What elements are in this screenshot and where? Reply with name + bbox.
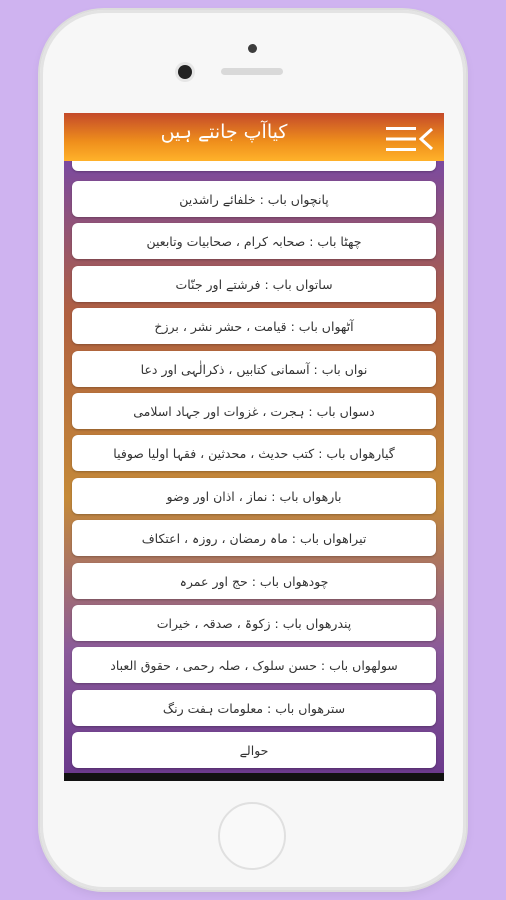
chapter-item[interactable] [72, 351, 436, 387]
chapter-item[interactable] [72, 563, 436, 599]
chapter-list[interactable] [64, 161, 444, 773]
chapter-item[interactable] [72, 732, 436, 768]
earpiece-speaker [221, 68, 283, 75]
chapter-label: ساتواں باب : فرشتے اور جنّات [175, 276, 333, 292]
chapter-label: سترھواں باب : معلومات ہفت رنگ [162, 700, 346, 716]
sensor-dot [248, 44, 257, 53]
chapter-item[interactable] [72, 161, 436, 171]
app-bar [64, 113, 444, 161]
chapter-item[interactable] [72, 266, 436, 302]
chapter-item[interactable] [72, 308, 436, 344]
chapter-label: نواں باب : آسمانی کتابیں ، ذکرالٰہی اور دعا [140, 361, 368, 377]
chapter-item[interactable] [72, 435, 436, 471]
chapter-item[interactable] [72, 647, 436, 683]
screen-bottom-bar [64, 773, 444, 781]
app-screen [64, 113, 444, 781]
chapter-item[interactable] [72, 605, 436, 641]
chapter-item[interactable] [72, 520, 436, 556]
chapter-label: حوالے [239, 742, 269, 758]
chapter-item[interactable] [72, 690, 436, 726]
chapter-item[interactable] [72, 223, 436, 259]
chapter-label: بارھواں باب : نماز ، اذان اور وضو [166, 488, 342, 504]
chapter-label: چودھواں باب : حج اور عمرہ [179, 573, 329, 589]
chapter-item[interactable] [72, 181, 436, 217]
chapter-label: سولھواں باب : حسن سلوک ، صلہ رحمی ، حقوق العباد [110, 657, 398, 673]
menu-arrow-icon[interactable] [386, 126, 434, 152]
chapter-label: تیراھواں باب : ماہ رمضان ، روزہ ، اعتکاف [141, 530, 367, 546]
chapter-label: پانچواں باب : خلفائے راشدین [179, 191, 329, 207]
app-title: کیاآپ جانتے ہیں [160, 121, 288, 143]
chapter-label: آٹھواں باب : قیامت ، حشر نشر ، برزخ [154, 318, 354, 334]
chapter-label: چھٹا باب : صحابہ کرام ، صحابیات وتابعین [146, 233, 362, 249]
chapter-label: گیارھواں باب : کتب حدیث ، محدثین ، فقہا اولیا صوفیا [113, 445, 395, 461]
front-camera [178, 65, 192, 79]
chapter-label: پندرھواں باب : زکوۃ ، صدقہ ، خیرات [156, 615, 352, 631]
chapter-item[interactable] [72, 478, 436, 514]
chapter-item[interactable] [72, 393, 436, 429]
home-button[interactable] [218, 802, 286, 870]
chapter-label: دسواں باب : ہجرت ، غزوات اور جہاد اسلامی [133, 403, 375, 419]
